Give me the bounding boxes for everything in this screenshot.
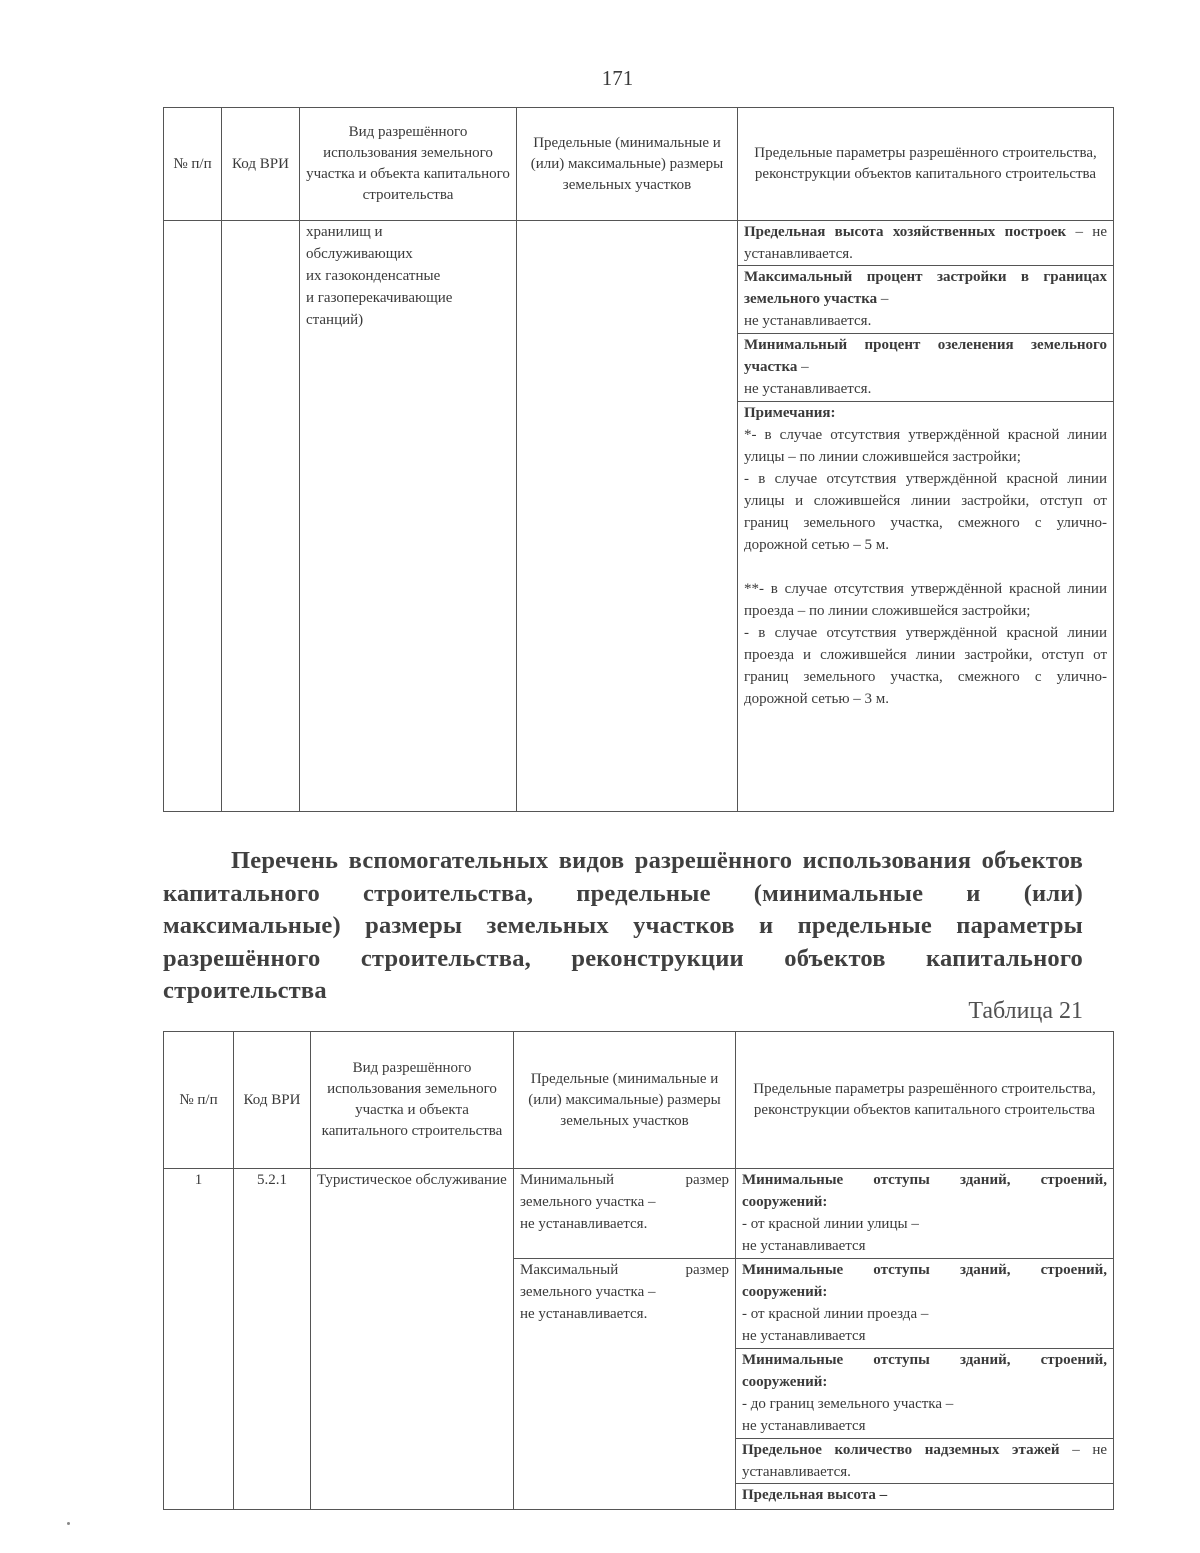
- type-line: их газоконденсатные: [306, 268, 441, 284]
- param-max-coverage: [738, 266, 1114, 334]
- param-title: Минимальные отступы зданий, строений, сооружений:: [742, 1352, 1107, 1390]
- note-text: **- в случае отсутствия утверждённой красной линии проезда – по линии сложившейся застройки;: [744, 581, 1107, 619]
- param-value-line: не устанавливается.: [744, 313, 872, 329]
- note-text: - в случае отсутствия утверждённой красной линии проезда и сложившейся линии застройки, отступ от границ земельного участка, смежного с улично-дорожной сетью – 3 м.: [744, 625, 1107, 707]
- page-number: 171: [601, 66, 634, 90]
- header-num: № п/п: [164, 1032, 234, 1169]
- param-line: - до границ земельного участка –: [742, 1396, 954, 1412]
- size-min-value: не устанавливается.: [520, 1216, 648, 1232]
- param-value: не устанавливается: [742, 1238, 866, 1254]
- param-floors: [736, 1439, 1114, 1484]
- size-min-cell: [514, 1169, 736, 1259]
- size-min-text: Минимальный размер земельного участка –: [520, 1172, 729, 1210]
- param-title: Максимальный процент застройки в границах земельного участка: [744, 269, 1107, 307]
- size-max-text: Максимальный размер земельного участка –: [520, 1262, 729, 1300]
- param-value: –: [877, 291, 889, 307]
- param-title: Минимальные отступы зданий, строений, сооружений:: [742, 1262, 1107, 1300]
- continued-table: [163, 107, 1114, 812]
- header-sizes: Предельные (минимальные и (или) максимальные) размеры земельных участков: [517, 108, 738, 221]
- header-params: Предельные параметры разрешённого строительства, реконструкции объектов капитального строительства: [738, 108, 1114, 221]
- num-cell: [164, 221, 222, 812]
- param-value: не устанавливается: [742, 1328, 866, 1344]
- param-min-greenery: [738, 334, 1114, 402]
- param-line: - от красной линии улицы –: [742, 1216, 919, 1232]
- header-params: Предельные параметры разрешённого строительства, реконструкции объектов капитального строительства: [736, 1032, 1114, 1169]
- row-type: Туристическое обслуживание: [311, 1169, 514, 1510]
- param-line: - от красной линии проезда –: [742, 1306, 929, 1322]
- param-setback-passage: [736, 1259, 1114, 1349]
- section-heading: Перечень вспомогательных видов разрешённого использования объектов капитального строительства, предельные (минимальные и (или) максимальные) размеры земельных участков и предельные параметры разрешённого строительства, реконструкции объектов капитального строительства: [163, 847, 1083, 1004]
- param-value-line: не устанавливается.: [744, 381, 872, 397]
- param-value: – не устанавливается.: [742, 1442, 1107, 1480]
- table-row: [164, 1169, 1114, 1259]
- type-line: и газоперекачивающие: [306, 290, 453, 306]
- header-type: Вид разрешённого использования земельного участка и объекта капитального строительства: [300, 108, 517, 221]
- table-21: [163, 1031, 1114, 1510]
- type-line: хранилищ и: [306, 224, 383, 240]
- table-header-row: [164, 108, 1114, 221]
- size-max-value: не устанавливается.: [520, 1306, 648, 1322]
- size-max-cell: [514, 1259, 736, 1510]
- type-line: станций): [306, 312, 364, 328]
- type-line: обслуживающих: [306, 246, 413, 262]
- header-type: Вид разрешённого использования земельного участка и объекта капитального строительства: [311, 1032, 514, 1169]
- notes-title: Примечания:: [744, 405, 836, 421]
- scan-dot: [67, 1522, 70, 1525]
- row-code: 5.2.1: [234, 1169, 311, 1510]
- table-header-row: [164, 1032, 1114, 1169]
- header-num: № п/п: [164, 108, 222, 221]
- header-code: Код ВРИ: [234, 1032, 311, 1169]
- param-title: Предельная высота –: [742, 1487, 888, 1503]
- code-cell: [222, 221, 300, 812]
- row-num: 1: [164, 1169, 234, 1510]
- type-cell: [300, 221, 517, 812]
- param-value: –: [797, 359, 809, 375]
- param-value: – не устанавливается.: [744, 224, 1107, 262]
- notes-cell: [738, 402, 1114, 812]
- param-setback-boundary: [736, 1349, 1114, 1439]
- param-title: Предельная высота хозяйственных построек: [744, 224, 1067, 240]
- sizes-cell: [517, 221, 738, 812]
- param-height-outbuildings: [738, 221, 1114, 266]
- header-code: Код ВРИ: [222, 108, 300, 221]
- table-row: [164, 221, 1114, 266]
- note-text: *- в случае отсутствия утверждённой красной линии улицы – по линии сложившейся застройки;: [744, 427, 1107, 465]
- param-value: не устанавливается: [742, 1418, 866, 1434]
- param-title: Минимальный процент озеленения земельного участка: [744, 337, 1107, 375]
- header-sizes: Предельные (минимальные и (или) максимальные) размеры земельных участков: [514, 1032, 736, 1169]
- note-text: - в случае отсутствия утверждённой красной линии улицы и сложившейся линии застройки, отступ от границ земельного участка, смежного с улично-дорожной сетью – 5 м.: [744, 471, 1107, 553]
- param-setback-street: [736, 1169, 1114, 1259]
- param-max-height: [736, 1484, 1114, 1510]
- param-title: Минимальные отступы зданий, строений, сооружений:: [742, 1172, 1107, 1210]
- table-label: Таблица 21: [968, 998, 1083, 1024]
- param-title: Предельное количество надземных этажей: [742, 1442, 1060, 1458]
